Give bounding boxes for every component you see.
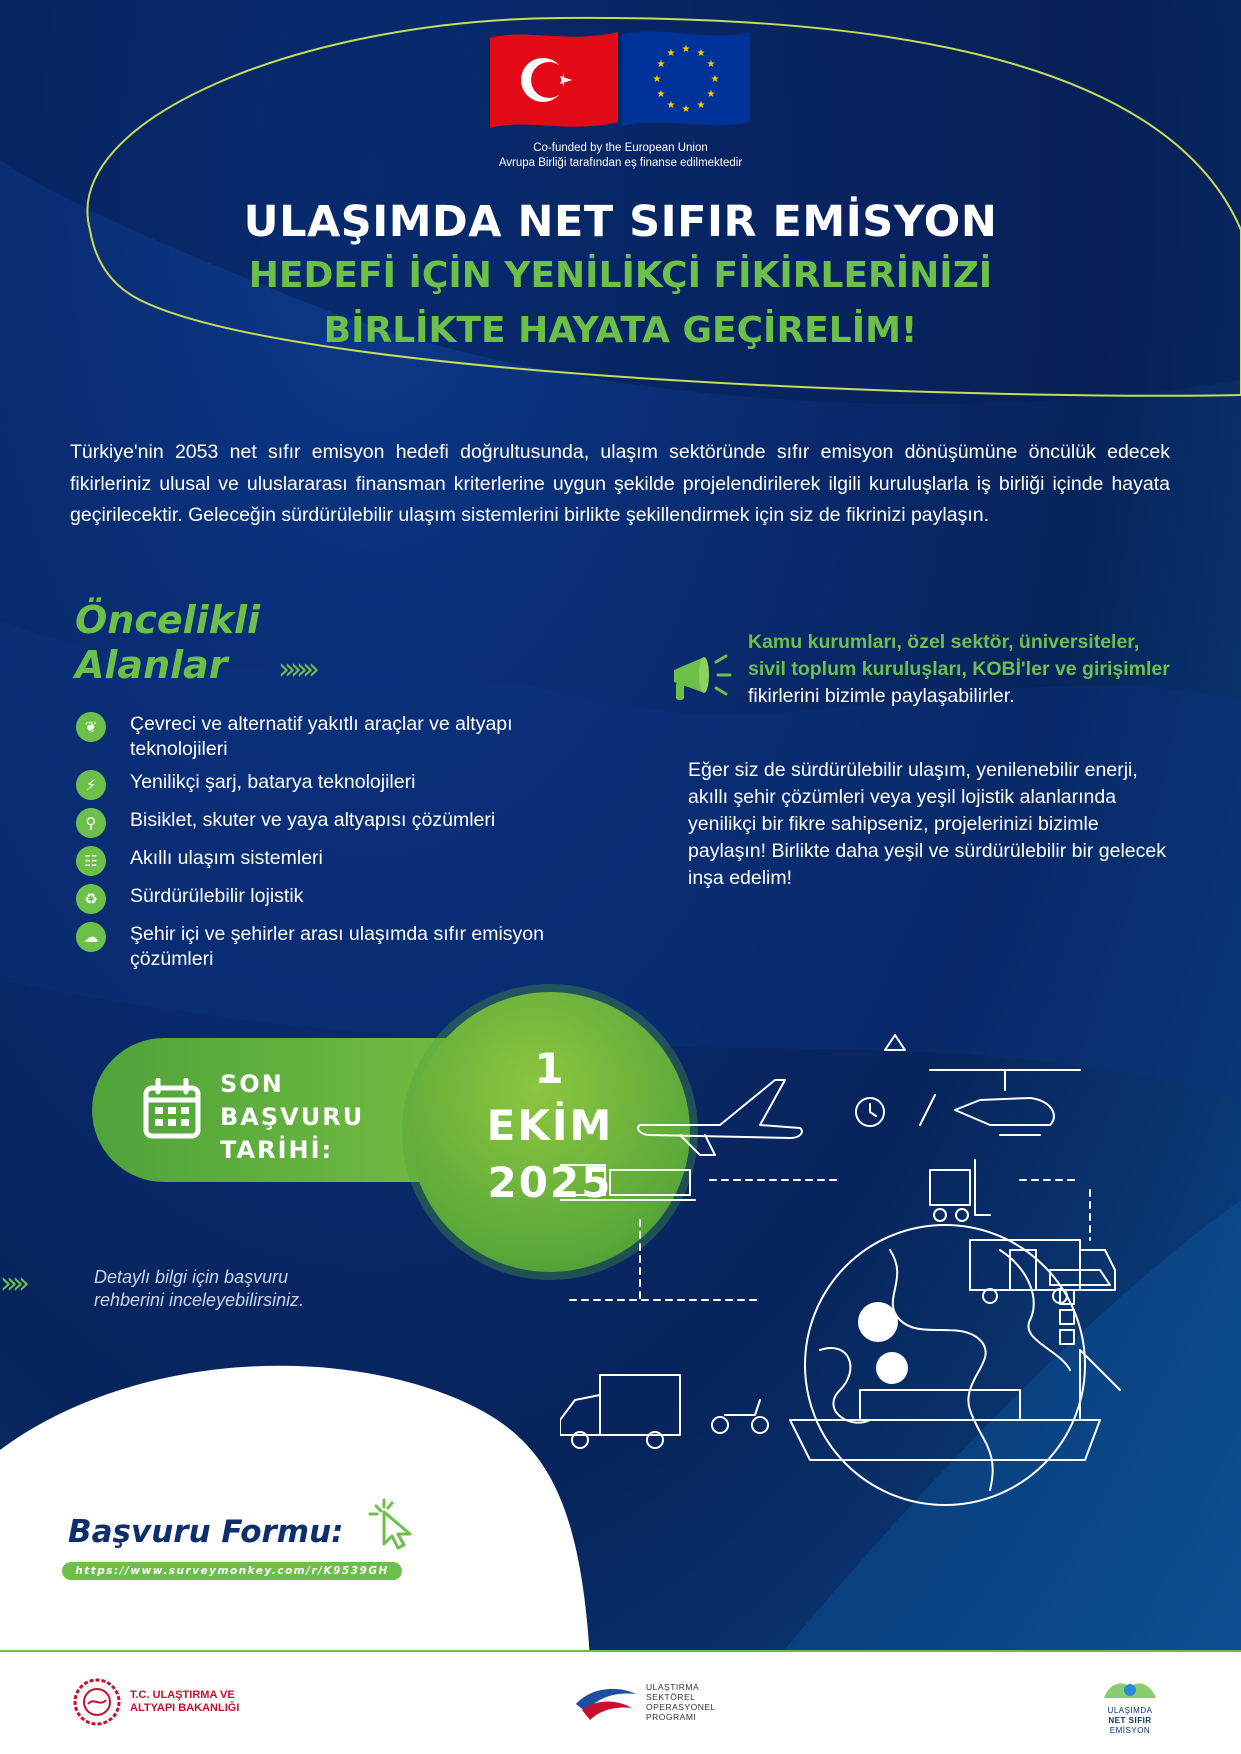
cargo-ship-icon bbox=[790, 1350, 1120, 1460]
svg-text:★: ★ bbox=[681, 44, 691, 55]
list-item-label: Şehir içi ve şehirler arası ulaşımda sıfır emisyon çözümleri bbox=[130, 923, 544, 970]
program-name-line-4: PROGRAMI bbox=[646, 1712, 697, 1722]
application-form-title: Başvuru Formu: bbox=[68, 1514, 344, 1550]
globe-icon bbox=[805, 1225, 1085, 1505]
cofunding-line-tr: Avrupa Birliği tarafından eş finanse edilmektedir bbox=[498, 157, 743, 169]
list-item bbox=[76, 922, 596, 972]
flags-logo bbox=[488, 30, 752, 130]
list-item-label: Akıllı ulaşım sistemleri bbox=[130, 847, 323, 869]
priority-title-line-2: Alanlar bbox=[75, 643, 228, 687]
list-item bbox=[76, 712, 596, 762]
list-item bbox=[76, 884, 596, 914]
program-name-line-2: SEKTÖREL bbox=[646, 1692, 696, 1702]
chevrons-right-icon: ›››››› bbox=[278, 652, 314, 687]
svg-text:★: ★ bbox=[696, 100, 706, 111]
helicopter-icon bbox=[920, 1070, 1080, 1135]
clock-icon bbox=[856, 1098, 884, 1126]
svg-text:★: ★ bbox=[666, 48, 676, 59]
headline-line-3: BİRLİKTE HAYATA GEÇİRELİM! bbox=[323, 310, 918, 351]
headline bbox=[0, 196, 1241, 358]
svg-text:★: ★ bbox=[652, 74, 662, 85]
charger-icon: ⚡ bbox=[76, 770, 106, 800]
deadline-label-line-2: BAŞVURU bbox=[220, 1103, 365, 1131]
deadline-label bbox=[220, 1068, 364, 1167]
details-line-1: Detaylı bilgi için başvuru bbox=[94, 1267, 289, 1287]
cursor-click-icon bbox=[366, 1496, 422, 1552]
ministry-logo bbox=[72, 1677, 239, 1727]
svg-text:★: ★ bbox=[666, 100, 676, 111]
list-item bbox=[76, 846, 596, 876]
smart-system-icon: ☷ bbox=[76, 846, 106, 876]
svg-text:★: ★ bbox=[706, 59, 716, 70]
co2-icon: ☁ bbox=[76, 922, 106, 952]
net-zero-line-1: ULAŞIMDA bbox=[1107, 1706, 1153, 1715]
deadline-month: EKİM bbox=[486, 1101, 614, 1150]
list-item-label: Sürdürülebilir lojistik bbox=[130, 885, 304, 907]
deadline-label-line-3: TARİHİ: bbox=[220, 1136, 334, 1164]
cofunding-line-en: Co-funded by the European Union bbox=[533, 142, 708, 154]
program-name-line-1: ULAŞTIRMA bbox=[646, 1682, 700, 1692]
ev-charger-icon bbox=[1010, 1250, 1110, 1290]
svg-text:★: ★ bbox=[696, 48, 706, 59]
ministry-name-line-1: T.C. ULAŞTIRMA VE bbox=[130, 1689, 235, 1701]
priority-list bbox=[76, 712, 596, 980]
program-logo bbox=[572, 1680, 716, 1724]
scooter-icon bbox=[712, 1400, 768, 1433]
details-note bbox=[94, 1266, 304, 1312]
svg-text:★: ★ bbox=[710, 74, 720, 85]
net-zero-line-2: NET SIFIR bbox=[1108, 1716, 1152, 1725]
bicycle-icon: ⚲ bbox=[76, 808, 106, 838]
ministry-seal-icon bbox=[72, 1677, 122, 1727]
ministry-name-line-2: ALTYAPI BAKANLIĞI bbox=[130, 1702, 240, 1714]
calendar-icon bbox=[142, 1078, 202, 1140]
leaf-icon: ❦ bbox=[76, 712, 106, 742]
call-paragraph: Eğer siz de sürdürülebilir ulaşım, yenilenebilir enerji, akıllı şehir çözümleri veya yeşil lojistik alanlarında yenilikçi bir fikre sahipseniz, projelerinizi bizimle paylaşın! Birlikte daha yeşil ve sürdürülebilir bir gelecek inşa edelim! bbox=[688, 759, 1166, 889]
chevrons-right-icon: ›››› bbox=[0, 1266, 24, 1301]
call-suffix: fikirlerini bizimle paylaşabilirler. bbox=[748, 685, 1015, 707]
net-zero-logo bbox=[1100, 1676, 1160, 1736]
white-hill-decoration bbox=[0, 1340, 620, 1660]
forklift-icon bbox=[930, 1160, 990, 1221]
deadline-day: 1 bbox=[534, 1044, 566, 1093]
list-item-label: Bisiklet, skuter ve yaya altyapısı çözümleri bbox=[130, 809, 496, 831]
application-form-link[interactable]: https://www.surveymonkey.com/r/K9539GH bbox=[62, 1562, 402, 1580]
list-item bbox=[76, 808, 596, 838]
net-zero-line-3: EMİSYON bbox=[1109, 1726, 1151, 1735]
headline-line-2: HEDEFİ İÇİN YENİLİKÇİ FİKİRLERİNİZİ bbox=[248, 255, 993, 296]
svg-text:★: ★ bbox=[656, 89, 666, 100]
priority-title bbox=[75, 598, 260, 688]
truck-icon bbox=[970, 1240, 1115, 1303]
svg-text:★: ★ bbox=[706, 89, 716, 100]
program-swoosh-icon bbox=[572, 1680, 640, 1724]
turkey-flag-icon bbox=[490, 32, 618, 128]
program-name-line-3: OPERASYONEL bbox=[646, 1702, 716, 1712]
recycle-icon bbox=[885, 1035, 905, 1050]
call-to-participate bbox=[748, 629, 1178, 710]
priority-title-line-1: Öncelikli bbox=[75, 598, 261, 642]
transport-illustration bbox=[560, 1020, 1240, 1650]
airplane-icon bbox=[638, 1080, 802, 1155]
eu-flag-icon bbox=[622, 32, 750, 126]
intro-paragraph: Türkiye'nin 2053 net sıfır emisyon hedefi doğrultusunda, ulaşım sektöründe sıfır emisyon dönüşümüne öncülük edecek fikirleriniz ulusal ve uluslararası finansman kriterlerine uygun şekilde projelendirilerek ilgili kuruluşlarla iş birliği içinde hayata geçirilecektir. Geleceğin sürdürülebilir ulaşım sistemlerini birlikte şekillendirmek için siz de fikrinizi paylaşın. bbox=[70, 441, 1170, 526]
svg-text:★: ★ bbox=[656, 59, 666, 70]
svg-text:★: ★ bbox=[681, 104, 691, 115]
eligible-applicants: Kamu kurumları, özel sektör, üniversiteler, sivil toplum kuruluşları, KOBİ'ler ve girişimler bbox=[748, 631, 1170, 680]
headline-line-1: ULAŞIMDA NET SIFIR EMİSYON bbox=[243, 197, 998, 247]
list-item bbox=[76, 770, 596, 800]
deadline-label-line-1: SON bbox=[220, 1070, 284, 1098]
train-icon bbox=[560, 1165, 695, 1200]
list-item-label: Yenilikçi şarj, batarya teknolojileri bbox=[130, 771, 416, 793]
net-zero-emblem-icon bbox=[1100, 1676, 1160, 1702]
list-item-label: Çevreci ve alternatif yakıtlı araçlar ve altyapı teknolojileri bbox=[130, 713, 513, 760]
gear-icon bbox=[858, 1302, 908, 1384]
recycle-icon: ♻ bbox=[76, 884, 106, 914]
details-line-2: rehberini inceleyebilirsiniz. bbox=[94, 1290, 305, 1310]
deadline-year: 2025 bbox=[487, 1158, 613, 1207]
megaphone-icon bbox=[668, 648, 742, 708]
cofunding-note bbox=[0, 141, 1241, 171]
